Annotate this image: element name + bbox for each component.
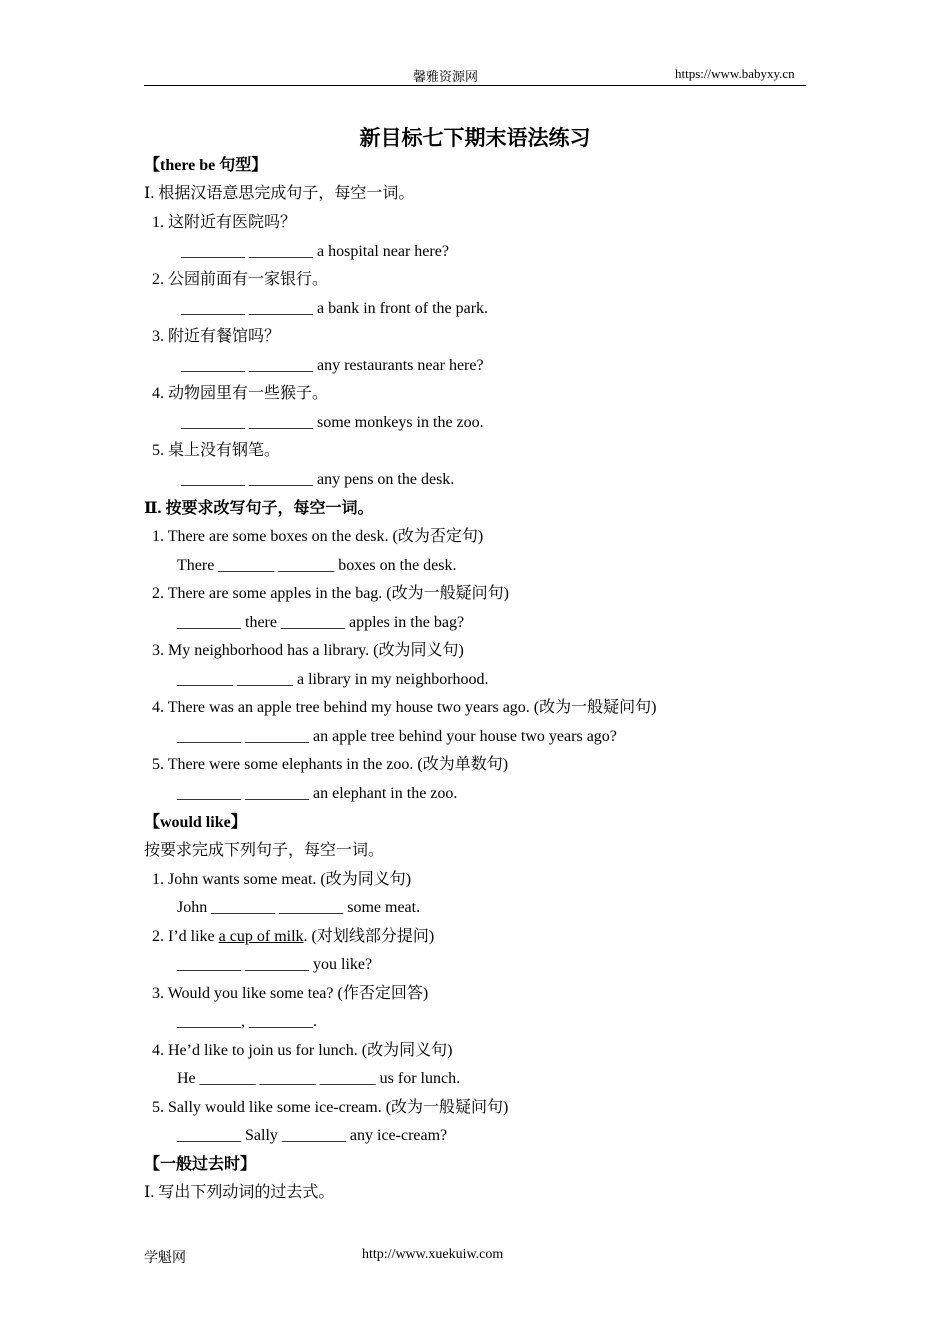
question-text-post: . (对划线部分提问): [303, 928, 435, 945]
answer-line: ________ there ________ apples in the bag?: [177, 614, 465, 631]
header-divider: [144, 85, 806, 86]
question-en: 1. There are some boxes on the desk. (改为否定句): [152, 528, 484, 545]
document-title: 新目标七下期末语法练习: [359, 126, 591, 150]
answer-line: John ________ ________ some meat.: [177, 899, 421, 916]
answer-line: ________ ________ any restaurants near here?: [181, 357, 484, 374]
answer-line: ________ ________ some monkeys in the zoo.: [181, 414, 484, 431]
answer-line: ________ ________ an elephant in the zoo.: [177, 785, 458, 802]
header-site-name: 馨雅资源网: [413, 69, 479, 84]
footer-site-name: 学魁网: [144, 1251, 186, 1266]
question-en: 3. My neighborhood has a library. (改为同义句): [152, 642, 464, 659]
question-cn: 1. 这附近有医院吗？: [152, 214, 297, 231]
answer-line: ________ ________ a bank in front of the park.: [181, 300, 489, 317]
answer-line: He _______ _______ _______ us for lunch.: [177, 1070, 461, 1087]
footer-url[interactable]: http://www.xuekuiw.com: [362, 1247, 504, 1262]
question-en: 2. There are some apples in the bag. (改为一般疑问句): [152, 585, 509, 602]
section-heading-would-like: 【would like】: [144, 814, 247, 831]
question-en: 5. Sally would like some ice-cream. (改为一般疑问句): [152, 1099, 509, 1116]
answer-line: _______ _______ a library in my neighborhood.: [177, 671, 489, 688]
part2-instruction: Ⅱ. 按要求改写句子，每空一词。: [144, 500, 374, 517]
question-cn: 3. 附近有餐馆吗？: [152, 328, 281, 345]
question-cn: 5. 桌上没有钢笔。: [152, 442, 281, 459]
answer-line: There _______ _______ boxes on the desk.: [177, 557, 457, 574]
header-url[interactable]: https://www.babyxy.cn: [675, 66, 795, 81]
question-en: 1. John wants some meat. (改为同义句): [152, 871, 412, 888]
question-cn: 4. 动物园里有一些猴子。: [152, 385, 329, 402]
question-en: 3. Would you like some tea? (作否定回答): [152, 985, 429, 1002]
answer-line: ________ ________ any pens on the desk.: [181, 471, 455, 488]
underlined-phrase: a cup of milk: [218, 928, 304, 945]
answer-line: ________ ________ you like?: [177, 956, 373, 973]
section-heading-there-be: 【there be 句型】: [144, 157, 268, 174]
part1-instruction: Ⅰ. 根据汉语意思完成句子，每空一词。: [144, 185, 415, 202]
question-en: 4. There was an apple tree behind my house two years ago. (改为一般疑问句): [152, 699, 657, 716]
question-en: 5. There were some elephants in the zoo. (改为单数句): [152, 756, 509, 773]
section-heading-past-tense: 【一般过去时】: [144, 1156, 257, 1173]
question-cn: 2. 公园前面有一家银行。: [152, 271, 329, 288]
answer-line: ________, ________.: [177, 1013, 317, 1030]
question-en: [152, 927, 434, 947]
question-en: 4. He’d like to join us for lunch. (改为同义句): [152, 1042, 453, 1059]
section2-instruction: 按要求完成下列句子，每空一词。: [144, 842, 385, 859]
question-text-pre: 2. I’d like: [152, 928, 219, 945]
answer-line: ________ ________ an apple tree behind your house two years ago?: [177, 728, 617, 745]
answer-line: ________ Sally ________ any ice-cream?: [177, 1127, 448, 1144]
answer-line: ________ ________ a hospital near here?: [181, 243, 449, 260]
section3-instruction: Ⅰ. 写出下列动词的过去式。: [144, 1184, 335, 1201]
